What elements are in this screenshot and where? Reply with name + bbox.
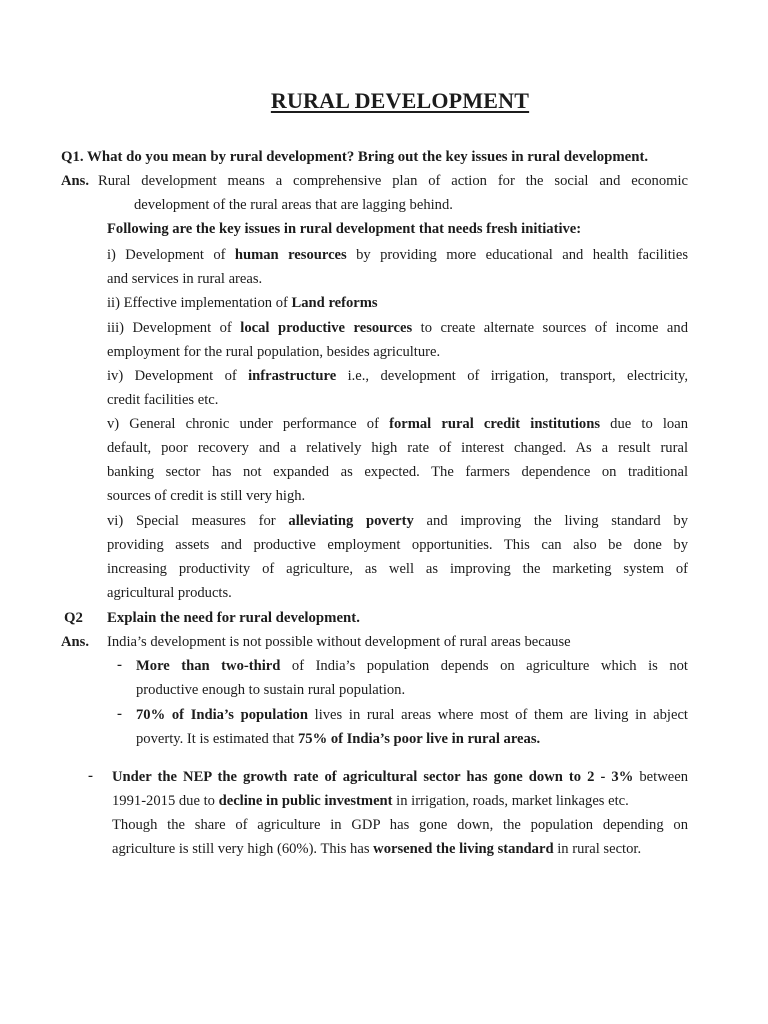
issue-v-line-2: default, poor recovery and a relatively high rate of interest changed. As a result rural — [107, 440, 688, 456]
issue-vi-line-1 — [107, 512, 688, 530]
issue-iii-line-2: employment for the rural population, besides agriculture. — [107, 344, 441, 360]
issue-i-line-2: and services in rural areas. — [107, 271, 263, 287]
bullet-1-text: of India’s population depends on agriculture which is not — [280, 658, 688, 674]
bullet-3-line-3: Though the share of agriculture in GDP has gone down, the population depending on — [112, 817, 688, 833]
issue-iv-line-2: credit facilities etc. — [107, 392, 219, 408]
bullet-3-line-4-text-a: agriculture is still very high (60%). This has — [112, 841, 374, 857]
bullet-3-line-2-text-c: in irrigation, roads, market linkages etc. — [392, 793, 629, 809]
issue-v-line-4: sources of credit is still very high. — [107, 488, 306, 504]
bullet-2-line-2-text: poverty. It is estimated that — [136, 731, 298, 747]
issue-i-text-a: i) Development of — [107, 247, 235, 263]
issue-v-text-a: v) General chronic under performance of — [107, 416, 390, 432]
issue-i-text-c: by providing more educational and health facilities — [346, 247, 688, 263]
bullet-dash-2: - — [117, 706, 122, 722]
issue-vi-line-3: increasing productivity of agriculture, as well as improving the marketing system of — [107, 561, 688, 577]
bullet-1-line-2: productive enough to sustain rural population. — [136, 682, 406, 698]
issue-v-line-1 — [107, 415, 688, 433]
bullet-2-line-2 — [136, 730, 540, 748]
bullet-3-text: between — [633, 769, 688, 785]
bullet-3-line-2-bold: decline in public investment — [218, 793, 393, 809]
q2-question: Explain the need for rural development. — [107, 610, 360, 626]
q2-answer-intro: India’s development is not possible without development of rural areas because — [107, 634, 571, 650]
bullet-dash-3: - — [88, 768, 93, 784]
issue-ii-line-1 — [107, 294, 378, 312]
issue-vi-text-c: and improving the living standard by — [413, 513, 688, 529]
issue-vi-text-a: vi) Special measures for — [107, 513, 289, 529]
bullet-3-line-4-text-c: in rural sector. — [553, 841, 642, 857]
q1-answer-line-1: Rural development means a comprehensive plan of action for the social and economic — [98, 173, 688, 189]
bullet-3-line-2-text-a: 1991-2015 due to — [112, 793, 219, 809]
q2-label: Q2 — [64, 610, 83, 626]
page-title: RURAL DEVELOPMENT — [270, 88, 530, 113]
issue-v-bold: formal rural credit institutions — [389, 416, 601, 432]
issues-heading: Following are the key issues in rural development that needs fresh initiative: — [107, 221, 582, 237]
issue-vi-line-2: providing assets and productive employment opportunities. This can also be done by — [107, 537, 688, 553]
q1-answer-line-2: development of the rural areas that are lagging behind. — [134, 197, 453, 213]
issue-iii-line-1 — [107, 319, 688, 337]
bullet-2-line-1 — [136, 706, 688, 724]
bullet-3-bold: Under the NEP the growth rate of agricultural sector has gone down to 2 - 3% — [112, 769, 634, 785]
issue-iii-text-c: to create alternate sources of income and — [412, 320, 688, 336]
issue-v-text-c: due to loan — [600, 416, 689, 432]
issue-iv-text-c: i.e., development of irrigation, transport, electricity, — [336, 368, 689, 384]
q1-ans-label: Ans. — [61, 173, 89, 189]
q1-question: Q1. What do you mean by rural development? Bring out the key issues in rural development. — [61, 149, 649, 165]
issue-i-bold: human resources — [234, 247, 347, 263]
bullet-2-bold: 70% of India’s population — [136, 707, 308, 723]
q2-ans-label: Ans. — [61, 634, 89, 650]
bullet-3-line-4 — [112, 840, 641, 858]
bullet-1-line-1 — [136, 657, 688, 675]
issue-iii-bold: local productive resources — [240, 320, 413, 336]
bullet-3-line-1 — [112, 768, 688, 786]
bullet-3-line-2 — [112, 792, 629, 810]
bullet-2-text: lives in rural areas where most of them are living in abject — [307, 707, 688, 723]
issue-ii-bold: Land reforms — [291, 295, 378, 311]
issue-iv-text-a: iv) Development of — [107, 368, 249, 384]
bullet-3-line-4-bold: worsened the living standard — [373, 841, 554, 857]
issue-i-line-1 — [107, 246, 688, 264]
issue-ii-text-a: ii) Effective implementation of — [107, 295, 292, 311]
issue-iv-bold: infrastructure — [248, 368, 337, 384]
issue-iv-line-1 — [107, 367, 688, 385]
issue-v-line-3: banking sector has not expanded as expected. The farmers dependence on traditional — [107, 464, 688, 480]
issue-vi-bold: alleviating poverty — [288, 513, 414, 529]
issue-iii-text-a: iii) Development of — [107, 320, 241, 336]
bullet-1-bold: More than two-third — [136, 658, 281, 674]
issue-vi-line-4: agricultural products. — [107, 585, 232, 601]
bullet-2-line-2-bold: 75% of India’s poor live in rural areas. — [297, 731, 541, 747]
bullet-dash-1: - — [117, 657, 122, 673]
